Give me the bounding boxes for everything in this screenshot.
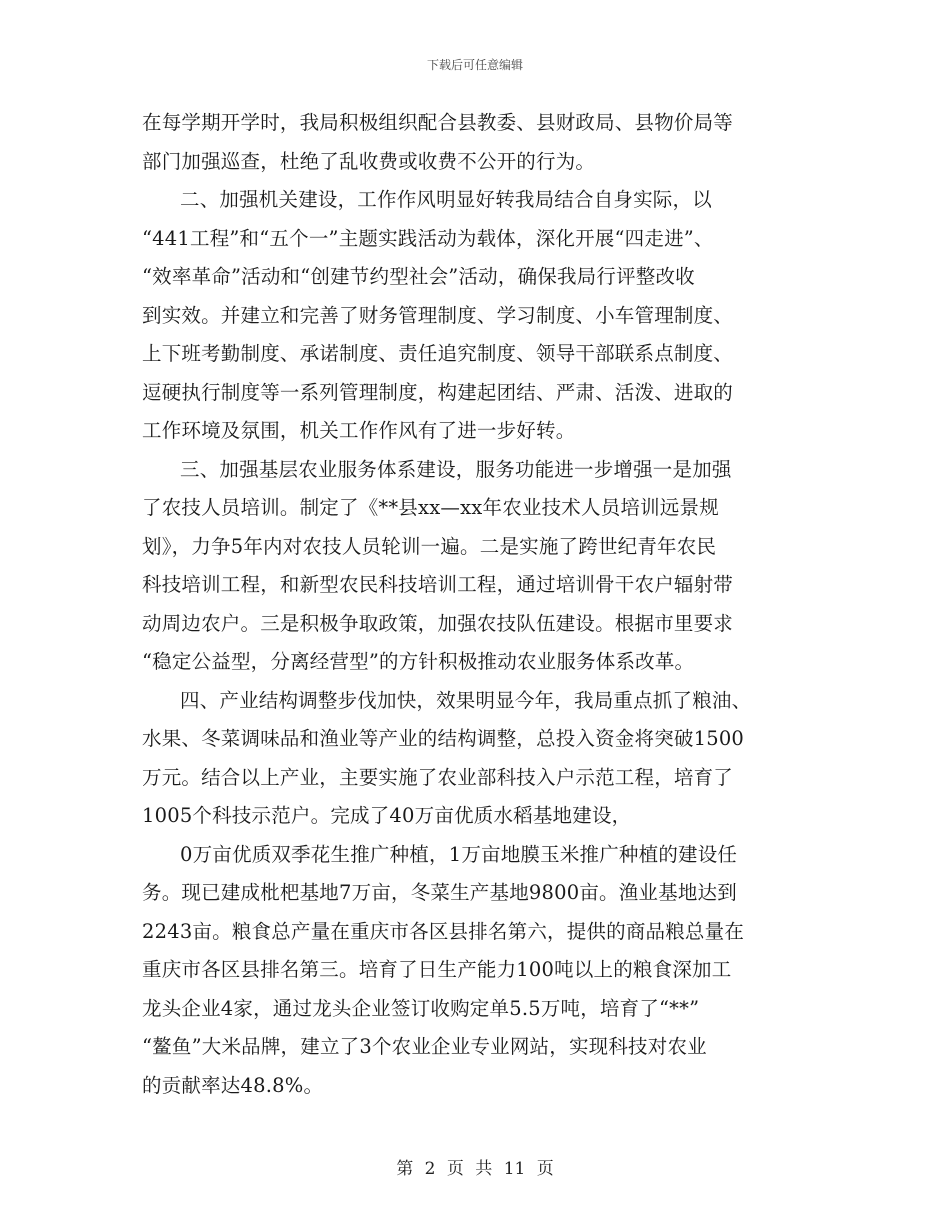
text-line: 万元。结合以上产业，主要实施了农业部科技入户示范工程，培育了 — [142, 765, 734, 789]
text-line: 1005个科技示范户。完成了40万亩优质水稻基地建设， — [142, 804, 632, 827]
text-line: 部门加强巡查，杜绝了乱收费或收费不公开的行为。 — [142, 149, 596, 173]
text-line: 动周边农户。三是积极争取政策，加强农技队伍建设。根据市里要求 — [142, 611, 734, 635]
text-line: 工作环境及氛围，机关工作作风有了进一步好转。 — [142, 419, 576, 442]
paragraph-start-line: 0万亩优质双季花生推广种植，1万亩地膜玉米推广种植的建设任 — [180, 842, 738, 866]
text-line: 2243亩。粮食总产量在重庆市各区县排名第六，提供的商品粮总量在 — [142, 919, 745, 943]
text-line: 了农技人员培训。制定了《**县xx—xx年农业技术人员培训远景规 — [142, 496, 719, 519]
text-line: “效率革命”活动和“创建节约型社会”活动，确保我局行评整改收 — [142, 265, 695, 288]
text-line: 的贡献率达48.8%。 — [142, 1073, 324, 1097]
page-header-note: 下载后可任意编辑 — [426, 58, 523, 72]
text-line: 在每学期开学时，我局积极组织配合县教委、县财政局、县物价局等 — [142, 111, 734, 134]
text-line: “鳌鱼”大米品牌，建立了3个农业企业专业网站，实现科技对农业 — [142, 1035, 707, 1058]
text-line: 水果、冬菜调味品和渔业等产业的结构调整，总投入资金将突破1500 — [142, 727, 745, 750]
text-line: 到实效。并建立和完善了财务管理制度、学习制度、小车管理制度、 — [142, 303, 734, 327]
text-line: “稳定公益型，分离经营型”的方针积极推动农业服务体系改革。 — [142, 650, 695, 673]
document-body — [142, 104, 822, 1105]
section-heading-line: 二、加强机关建设，工作作风明显好转我局结合自身实际，以 — [180, 188, 712, 211]
section-heading-line: 四、产业结构调整步伐加快，效果明显今年，我局重点抓了粮油、 — [180, 688, 752, 712]
text-line: 科技培训工程，和新型农民科技培训工程，通过培训骨干农户辐射带 — [142, 573, 734, 596]
text-line: 龙头企业4家，通过龙头企业签订收购定单5.5万吨，培育了“**” — [142, 996, 700, 1020]
text-line: 务。现已建成枇杷基地7万亩，冬菜生产基地9800亩。渔业基地达到 — [142, 881, 737, 904]
text-line: 重庆市各区县排名第三。培育了日生产能力100吨以上的粮食深加工 — [142, 958, 732, 981]
text-line: 逗硬执行制度等一系列管理制度，构建起团结、严肃、活泼、进取的 — [142, 380, 734, 404]
text-line: 划》，力争5年内对农技人员轮训一遍。二是实施了跨世纪青年农民 — [142, 534, 717, 558]
text-line: “441工程”和“五个一”主题实践活动为载体，深化开展“四走进”、 — [142, 226, 714, 250]
page-number-footer: 第 2 页 共 11 页 — [396, 1159, 554, 1179]
text-line: 上下班考勤制度、承诺制度、责任追究制度、领导干部联系点制度、 — [142, 342, 734, 365]
section-heading-line: 三、加强基层农业服务体系建设，服务功能进一步增强一是加强 — [180, 457, 732, 481]
